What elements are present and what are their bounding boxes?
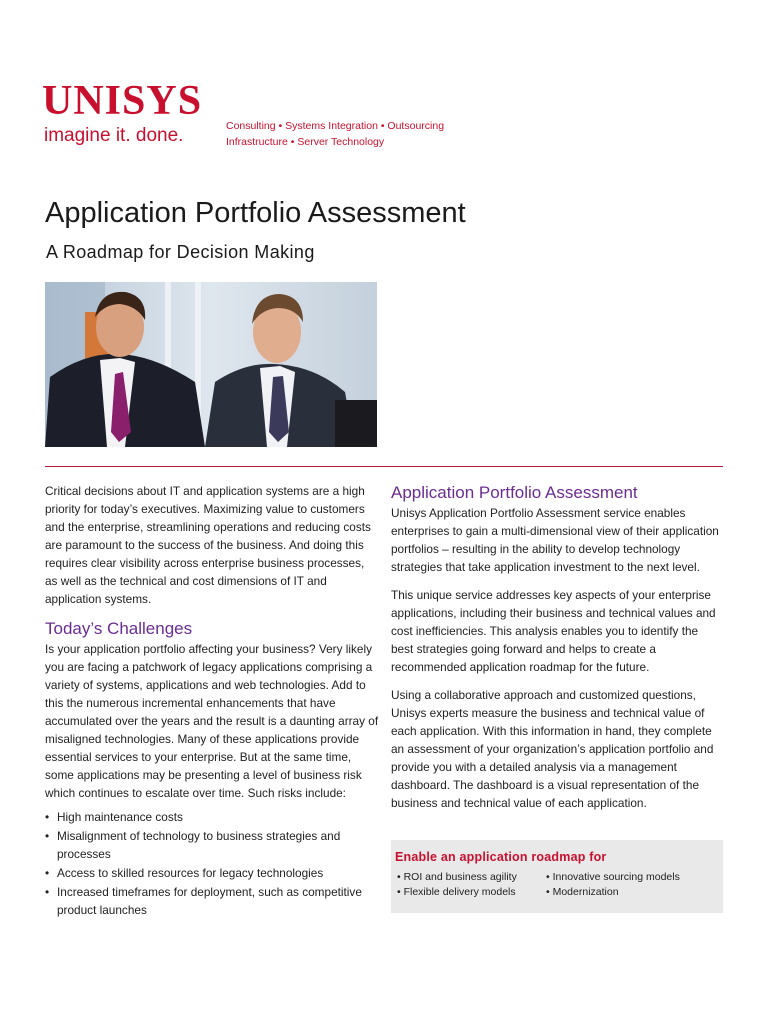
left-column bbox=[45, 482, 380, 920]
assessment-paragraph-1: Unisys Application Portfolio Assessment service enables enterprises to gain a multi-dimensional view of their application portfolios – resulting in the ability to develop technology strategies that take application investment to the next level. bbox=[391, 506, 719, 574]
list-item: • Modernization bbox=[546, 885, 680, 900]
roadmap-callout-box bbox=[391, 840, 723, 913]
list-item: • Access to skilled resources for legacy technologies bbox=[45, 864, 380, 882]
unisys-logo: UNISYS bbox=[42, 78, 203, 124]
services-list bbox=[226, 118, 444, 150]
services-line-2: Infrastructure • Server Technology bbox=[226, 136, 385, 148]
challenges-heading: Today’s Challenges bbox=[45, 619, 193, 638]
challenges-paragraph: Is your application portfolio affecting your business? Very likely you are facing a patchwork of legacy applications comprising a variety of systems, applications and web technologies. Add to this the numerous incremental enhancements that have accumulated over the years and the result is a daunting array of misaligned technologies. Many of these applications provide essential services to your enterprise. But at the same time, some applications may be presenting a level of business risk which continues to escalate over time. Such risks include: bbox=[45, 642, 379, 800]
section-divider bbox=[45, 466, 723, 467]
list-item: • Flexible delivery models bbox=[397, 885, 517, 900]
assessment-heading: Application Portfolio Assessment bbox=[391, 483, 638, 502]
services-line-1: Consulting • Systems Integration • Outsourcing bbox=[226, 120, 445, 132]
list-item: • Innovative sourcing models bbox=[546, 870, 680, 885]
assessment-paragraph-2: This unique service addresses key aspects of your enterprise applications, including their business and technical values and cost inefficiencies. This analysis enables you to identify the best strategies going forward and helps to create a recommended application roadmap for the future. bbox=[391, 588, 716, 674]
page-subtitle: A Roadmap for Decision Making bbox=[46, 242, 315, 262]
businessmen-photo bbox=[45, 282, 377, 447]
logo-tagline: imagine it. done. bbox=[44, 125, 184, 146]
list-item: • High maintenance costs bbox=[45, 808, 380, 826]
assessment-paragraph-3: Using a collaborative approach and customized questions, Unisys experts measure the business and technical value of each application. With this information in hand, they complete an assessment of your organization’s application portfolio and provide you with a detailed analysis via a management dashboard. The dashboard is a visual representation of the business and technical value of each application. bbox=[391, 688, 714, 810]
risks-list bbox=[45, 808, 380, 919]
callout-title: Enable an application roadmap for bbox=[395, 850, 607, 864]
right-column bbox=[391, 482, 723, 822]
callout-column-2 bbox=[546, 870, 680, 900]
page-title: Application Portfolio Assessment bbox=[45, 197, 466, 229]
callout-column-1 bbox=[397, 870, 517, 900]
list-item: • Increased timeframes for deployment, such as competitive product launches bbox=[45, 883, 380, 919]
intro-paragraph: Critical decisions about IT and application systems are a high priority for today’s executives. Maximizing value to customers and the enterprise, streamlining operations and reducing costs are paramount to the success of the business. And doing this requires clear visibility across enterprise business processes, as well as the technical and cost dimensions of IT and application systems. bbox=[45, 484, 371, 606]
list-item: • Misalignment of technology to business strategies and processes bbox=[45, 827, 380, 863]
list-item: • ROI and business agility bbox=[397, 870, 517, 885]
